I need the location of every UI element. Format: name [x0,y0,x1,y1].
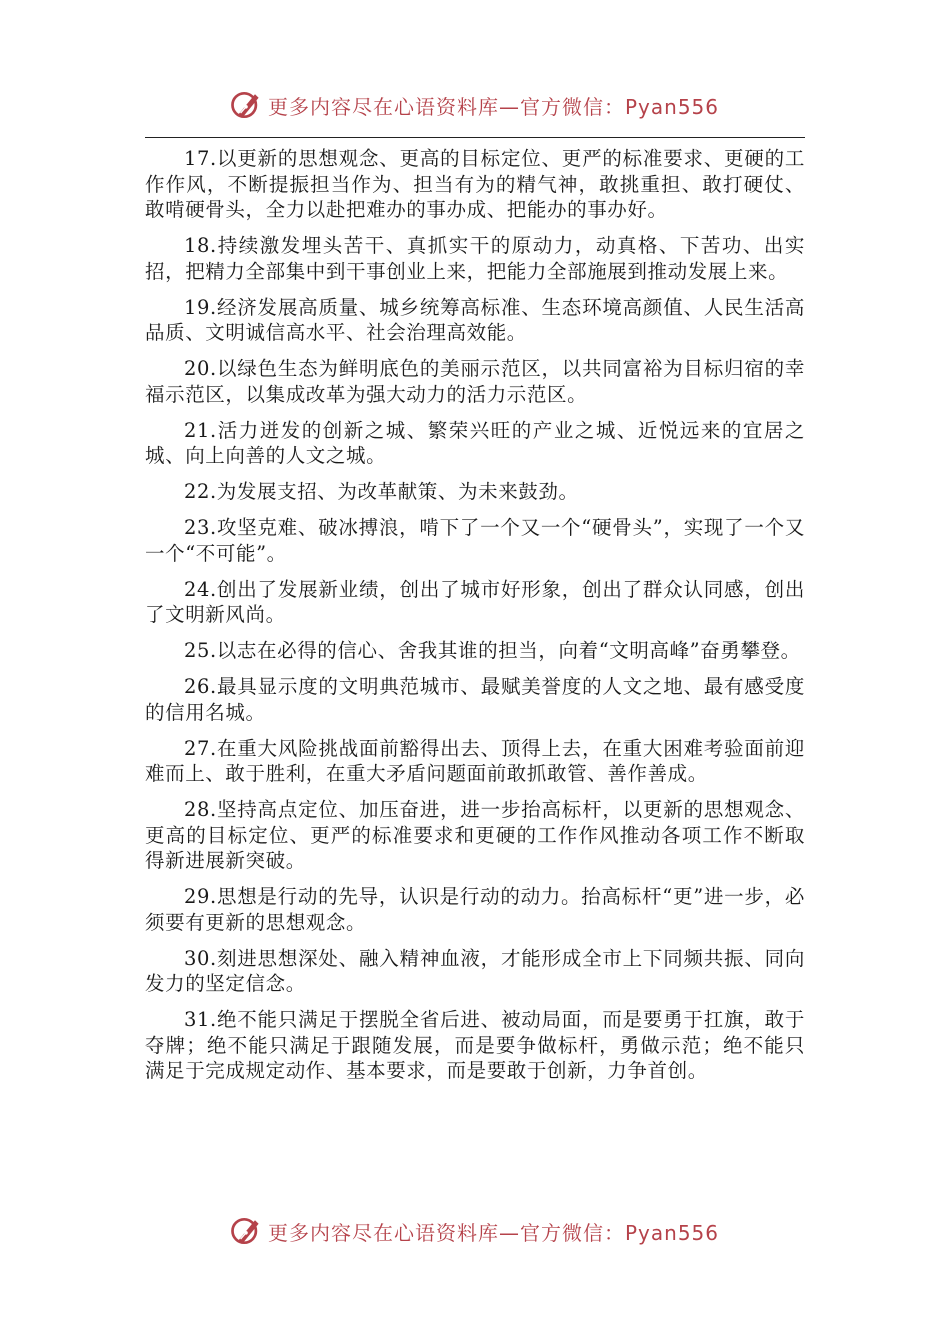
document-body [145,146,805,1094]
paragraph-24: 24.创出了发展新业绩，创出了城市好形象，创出了群众认同感，创出了文明新风尚。 [145,577,805,626]
paragraph-31: 31.绝不能只满足于摆脱全省后进、被动局面，而是要勇于扛旗，敢于夺牌；绝不能只满足于跟随发展，而是要争做标杆，勇做示范；绝不能只满足于完成规定动作、基本要求，而是要敢于创新，力争首创。 [145,1008,805,1082]
paragraph-19: 19.经济发展高质量、城乡统筹高标准、生态环境高颜值、人民生活高品质、文明诚信高水平、社会治理高效能。 [145,295,805,344]
paragraph-18: 18.持续激发埋头苦干、真抓实干的原动力，动真格、下苦功、出实招，把精力全部集中到干事创业上来，把能力全部施展到推动发展上来。 [145,234,805,283]
header-banner-text: 更多内容尽在心语资料库—官方微信：Pyan556 [268,94,720,119]
header-divider [145,137,805,138]
paragraph-20: 20.以绿色生态为鲜明底色的美丽示范区，以共同富裕为目标归宿的幸福示范区，以集成改革为强大动力的活力示范区。 [145,357,805,406]
footer-banner-text: 更多内容尽在心语资料库—官方微信：Pyan556 [268,1220,720,1245]
paragraph-23: 23.攻坚克难、破冰搏浪，啃下了一个又一个“硬骨头”，实现了一个又一个“不可能”。 [145,516,805,565]
paragraph-22: 22.为发展支招、为改革献策、为未来鼓劲。 [184,480,579,503]
paragraph-26: 26.最具显示度的文明典范城市、最赋美誉度的人文之地、最有感受度的信用名城。 [145,675,805,724]
paragraph-28: 28.坚持高点定位、加压奋进，进一步抬高标杆，以更新的思想观念、更高的目标定位、更严的标准要求和更硬的工作作风推动各项工作不断取得新进展新突破。 [145,798,805,872]
paragraph-27: 27.在重大风险挑战面前豁得出去、顶得上去，在重大困难考验面前迎难而上、敢于胜利，在重大矛盾问题面前敢抓敢管、善作善成。 [145,736,805,785]
paragraph-21: 21.活力迸发的创新之城、繁荣兴旺的产业之城、近悦远来的宜居之城、向上向善的人文之城。 [145,418,805,467]
header-banner [0,85,950,125]
pen-nib-logo-icon [228,1213,264,1249]
footer-banner [0,1211,950,1251]
paragraph-30: 30.刻进思想深处、融入精神血液，才能形成全市上下同频共振、同向发力的坚定信念。 [145,946,805,995]
paragraph-17: 17.以更新的思想观念、更高的目标定位、更严的标准要求、更硬的工作作风，不断提振担当作为、担当有为的精气神，敢挑重担、敢打硬仗、敢啃硬骨头，全力以赴把难办的事办成、把能办的事办好。 [145,147,805,221]
pen-nib-logo-icon [228,87,264,123]
paragraph-29: 29.思想是行动的先导，认识是行动的动力。抬高标杆“更”进一步，必须要有更新的思想观念。 [145,885,805,934]
paragraph-25: 25.以志在必得的信心、舍我其谁的担当，向着“文明高峰”奋勇攀登。 [184,639,801,662]
